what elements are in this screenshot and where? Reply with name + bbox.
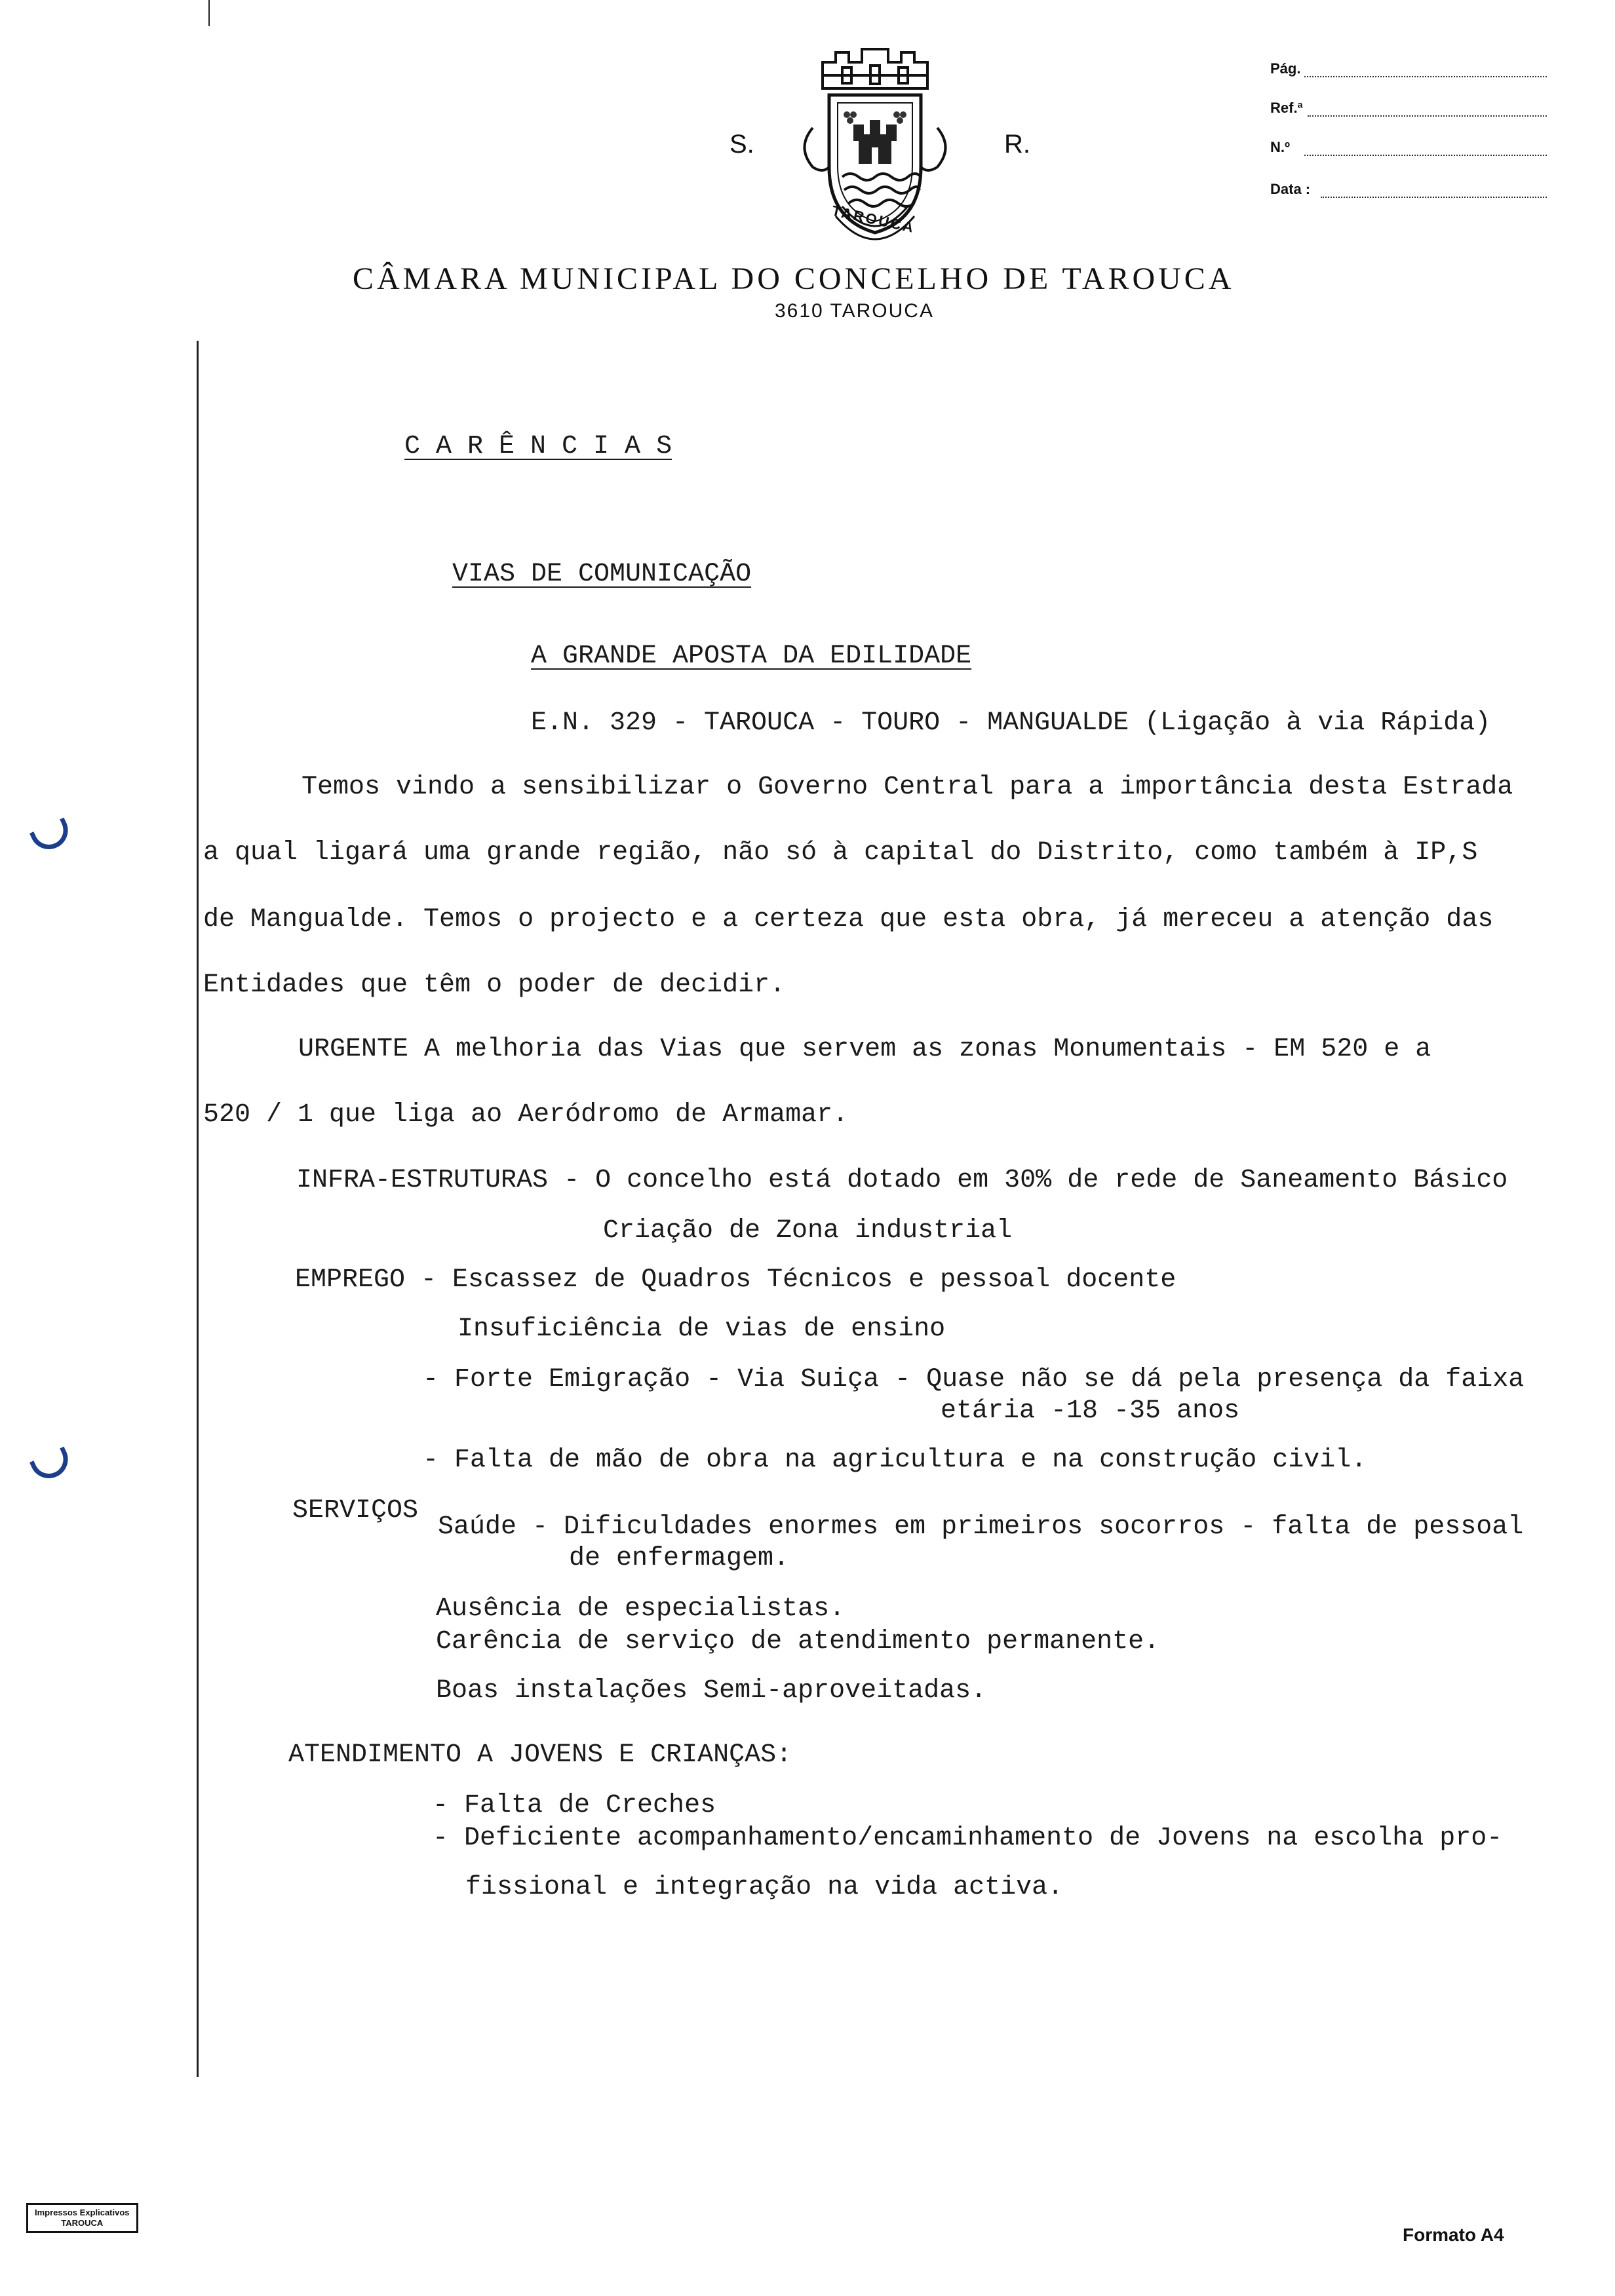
field-label-date: Data : [1270, 181, 1311, 197]
document-heading: C A R Ê N C I A S [404, 432, 672, 461]
stamp-line: TAROUCA [61, 2218, 104, 2228]
field-label-number: N.º [1270, 139, 1291, 155]
atendimento-title: ATENDIMENTO A JOVENS E CRIANÇAS: [288, 1740, 792, 1770]
field-dots-ref [1308, 115, 1547, 117]
servicos-line: de enfermagem. [569, 1544, 790, 1573]
margin-rule [197, 341, 199, 2077]
punch-hole-mark-top [29, 817, 74, 855]
section-title: VIAS DE COMUNICAÇÃO [452, 560, 752, 589]
paragraph-line: de Mangualde. Temos o projecto e a certeza que esta obra, já mereceu a atenção das [203, 905, 1494, 934]
servicos-line: Saúde - Dificuldades enormes em primeiros socorros - falta de pessoal [438, 1512, 1524, 1542]
page-title: CÂMARA MUNICIPAL DO CONCELHO DE TAROUCA [353, 261, 1235, 296]
field-dots-page [1304, 76, 1547, 77]
top-tick [208, 0, 210, 26]
header-right-letter: R. [1004, 130, 1030, 159]
atendimento-line: - Falta de Creches [433, 1791, 716, 1820]
field-dots-number [1304, 155, 1547, 156]
servicos-line: Ausência de especialistas. [436, 1594, 846, 1624]
atendimento-line: - Deficiente acompanhamento/encaminhamento de Jovens na escolha pro- [433, 1824, 1503, 1853]
servicos-line: Boas instalações Semi-aproveitadas. [436, 1676, 987, 1706]
punch-hole-mark-bottom [29, 1446, 74, 1484]
paragraph-line: a qual ligará uma grande região, não só à capital do Distrito, como também à IP,S [203, 838, 1478, 868]
paragraph-line: Entidades que têm o poder de decidir. [203, 970, 786, 1000]
subsection-title: A GRANDE APOSTA DA EDILIDADE [531, 641, 972, 671]
header-left-letter: S. [730, 130, 754, 159]
emprego-line: EMPREGO - Escassez de Quadros Técnicos e pessoal docente [295, 1265, 1177, 1295]
emprego-line: - Forte Emigração - Via Suiça - Quase não se dá pela presença da faixa [423, 1365, 1525, 1394]
atendimento-line: fissional e integração na vida activa. [465, 1873, 1064, 1902]
road-line: E.N. 329 - TAROUCA - TOURO - MANGUALDE (Ligação à via Rápida) [531, 708, 1491, 738]
format-label: Formato A4 [1403, 2225, 1504, 2245]
infra-line: Criação de Zona industrial [603, 1216, 1013, 1246]
emprego-line: etária -18 -35 anos [941, 1396, 1240, 1426]
servicos-label: SERVIÇOS [292, 1496, 419, 1525]
field-dots-date [1321, 197, 1547, 198]
emprego-line: Insuficiência de vias de ensino [457, 1314, 946, 1344]
stamp-line: Impressos Explicativos [35, 2208, 130, 2217]
printer-stamp [26, 2203, 138, 2233]
paragraph-line: Temos vindo a sensibilizar o Governo Central para a importância desta Estrada [302, 773, 1513, 802]
page-subtitle: 3610 TAROUCA [775, 300, 934, 322]
infra-line: INFRA-ESTRUTURAS - O concelho está dotado em 30% de rede de Saneamento Básico [296, 1166, 1508, 1195]
paragraph-line: 520 / 1 que liga ao Aeródromo de Armamar. [203, 1100, 849, 1130]
emprego-line: - Falta de mão de obra na agricultura e na construção civil. [423, 1445, 1367, 1475]
crest-banner-text: TAROUCA [830, 202, 917, 237]
paragraph-line: URGENTE A melhoria das Vias que servem as zonas Monumentais - EM 520 e a [298, 1035, 1431, 1064]
field-label-page: Pág. [1270, 60, 1301, 77]
field-label-ref: Ref.ª [1270, 100, 1303, 116]
servicos-line: Carência de serviço de atendimento permanente. [436, 1627, 1160, 1656]
